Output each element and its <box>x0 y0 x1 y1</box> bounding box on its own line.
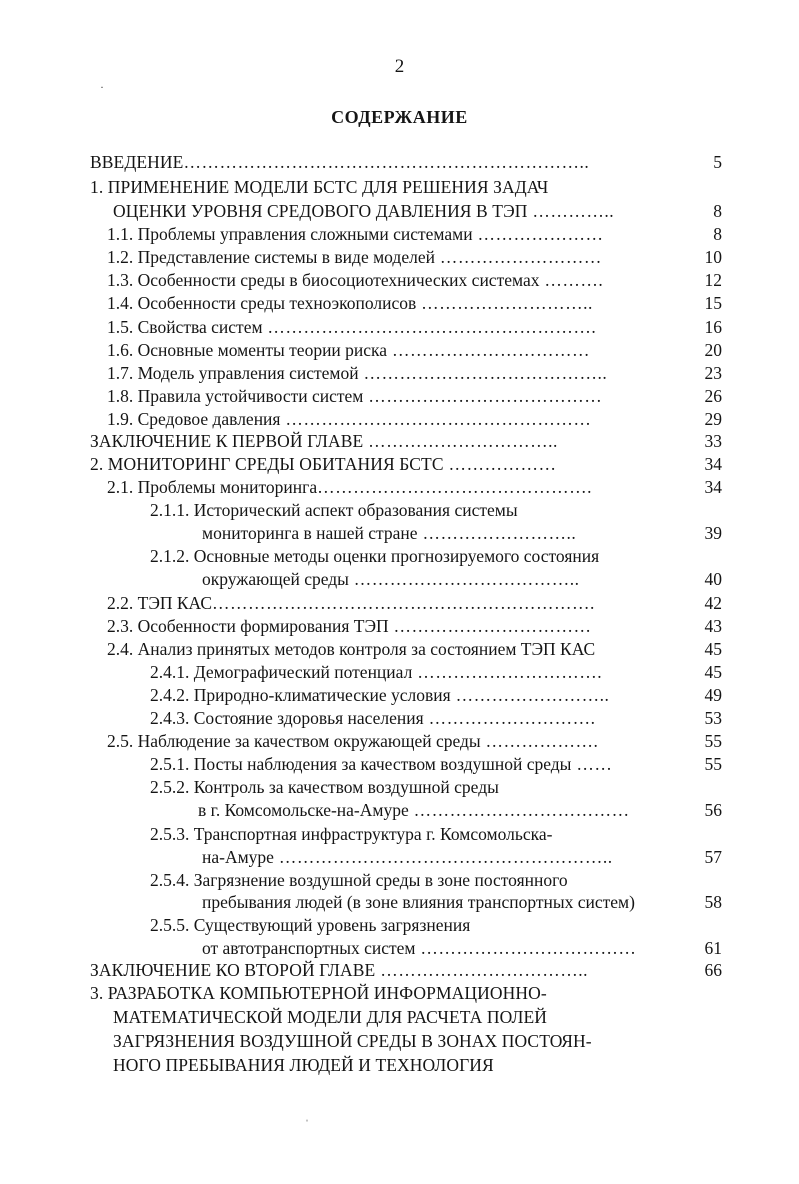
toc-entry-title: 1.4. Особенности среды техноэкополисов <box>107 293 417 313</box>
toc-entry <box>150 868 568 892</box>
toc-entry-title: 2.4. Анализ принятых методов контроля за состоянием ТЭП КАС <box>107 639 596 659</box>
toc-entry <box>107 729 669 753</box>
toc-entry-title: 2.4.3. Состояние здоровья населения <box>150 708 424 728</box>
toc-entry-leader: …………………………………………… <box>280 409 592 429</box>
toc-entry <box>107 338 669 362</box>
toc-entry-title: 3. РАЗРАБОТКА КОМПЬЮТЕРНОЙ ИНФОРМАЦИОННО- <box>90 983 547 1003</box>
toc-entry <box>90 981 547 1005</box>
toc-entry-title: 2.5.5. Существующий уровень загрязнения <box>150 915 471 935</box>
toc-entry-title: в г. Комсомольске-на-Амуре <box>198 800 409 820</box>
toc-entry <box>107 591 669 615</box>
toc-entry-title: от автотранспортных систем <box>202 938 416 958</box>
toc-entry-title: 2.5.1. Посты наблюдения за качеством воздушной среды <box>150 754 572 774</box>
toc-entry-page: 5 <box>713 152 722 172</box>
toc-entry-page: 66 <box>704 960 722 980</box>
toc-entry-page: 20 <box>704 340 722 360</box>
toc-entry-title: окружающей среды <box>202 569 349 589</box>
toc-entry-leader: …… <box>571 754 613 774</box>
toc-entry-leader: ……………………………………………….. <box>273 847 613 867</box>
toc-entry <box>107 245 669 269</box>
toc-entry-title: 2.1. Проблемы мониторинга <box>107 477 318 497</box>
toc-entry-page: 26 <box>704 386 722 406</box>
toc-entry <box>150 544 599 568</box>
toc-entry-title: 2.5.3. Транспортная инфраструктура г. Комсомольска- <box>150 824 553 844</box>
toc-entry <box>113 1029 592 1053</box>
toc-entry-leader: ……………………….. <box>416 293 593 313</box>
toc-entry-title: 1.9. Средовое давления <box>107 409 281 429</box>
toc-entry-leader: …………………………… <box>387 340 590 360</box>
toc-entry-page: 61 <box>704 938 722 958</box>
toc-entry-leader: ……………………… <box>434 247 602 267</box>
toc-entry <box>150 660 669 684</box>
toc-entry-title: 2.3. Особенности формирования ТЭП <box>107 616 389 636</box>
toc-entry-title: 1. ПРИМЕНЕНИЕ МОДЕЛИ БСТС ДЛЯ РЕШЕНИЯ ЗАДАЧ <box>90 177 549 197</box>
toc-entry <box>107 384 669 408</box>
toc-entry <box>202 845 669 869</box>
toc-entry-leader: ……………… <box>443 454 557 474</box>
toc-entry-leader: …………………………….. <box>375 960 588 980</box>
toc-entry-leader: …………………………… <box>388 616 592 636</box>
toc-entry-title: на-Амуре <box>202 847 274 867</box>
toc-entry <box>150 913 470 937</box>
toc-entry-title: 2.1.2. Основные методы оценки прогнозируемого состояния <box>150 546 600 566</box>
toc-entry-leader: …………………….. <box>417 523 577 543</box>
toc-entry <box>107 614 669 638</box>
toc-entry-page: 45 <box>704 662 722 682</box>
toc-entry-page: 45 <box>704 639 722 659</box>
toc-entry <box>150 498 518 522</box>
toc-entry-page: 43 <box>704 616 722 636</box>
toc-entry <box>113 1053 494 1077</box>
toc-entry-title: ЗАГРЯЗНЕНИЯ ВОЗДУШНОЙ СРЕДЫ В ЗОНАХ ПОСТОЯН- <box>113 1031 592 1051</box>
toc-entry <box>198 798 669 822</box>
toc-entry-title: 2.5. Наблюдение за качеством окружающей среды <box>107 731 481 751</box>
toc-entry-page: 53 <box>704 708 722 728</box>
toc-entry <box>107 291 669 315</box>
toc-entry <box>90 175 548 199</box>
toc-entry <box>107 475 669 499</box>
toc-entry <box>90 452 669 476</box>
toc-entry-page: 29 <box>704 409 722 429</box>
toc-entry-page: 42 <box>704 593 722 613</box>
toc-entry <box>150 775 499 799</box>
toc-entry-leader: ………. <box>539 270 604 290</box>
toc-entry-page: 55 <box>704 731 722 751</box>
toc-entry-page: 8 <box>713 224 722 244</box>
toc-entry-leader: ………………… <box>472 224 604 244</box>
toc-entry-title: 1.7. Модель управления системой <box>107 363 359 383</box>
scan-speck: · <box>100 80 104 94</box>
toc-entry-page: 56 <box>704 800 722 820</box>
toc-entry-leader: ………………………………………. <box>317 477 592 497</box>
toc-entry-page: 49 <box>704 685 722 705</box>
toc-entry-page: 8 <box>713 201 722 221</box>
toc-entry-page: 58 <box>704 892 722 912</box>
toc-entry <box>202 890 635 914</box>
toc-entry-title: 2.5.2. Контроль за качеством воздушной среды <box>150 777 499 797</box>
toc-entry-leader: …………………………. <box>412 662 603 682</box>
toc-entry-leader: ………….. <box>527 201 615 221</box>
toc-entry-page: 23 <box>704 363 722 383</box>
toc-entry <box>202 521 669 545</box>
toc-entry-page: 34 <box>704 454 722 474</box>
toc-entry-page: 12 <box>704 270 722 290</box>
toc-entry-leader: ………………………. <box>423 708 596 728</box>
toc-entry-leader: ……………………………… <box>408 800 630 820</box>
toc-entry-title: 1.5. Свойства систем <box>107 317 263 337</box>
toc-entry-page: 55 <box>704 754 722 774</box>
toc-entry <box>90 150 669 174</box>
toc-entry-leader: ………………………………… <box>363 386 603 406</box>
toc-entry <box>107 407 669 431</box>
toc-entry-page: 16 <box>704 317 722 337</box>
toc-title: СОДЕРЖАНИЕ <box>331 107 468 127</box>
toc-entry-page: 15 <box>704 293 722 313</box>
toc-entry <box>107 637 595 661</box>
toc-entry-leader: ………………. <box>480 731 599 751</box>
toc-entry-page: 40 <box>704 569 722 589</box>
toc-entry <box>150 706 669 730</box>
toc-entry <box>107 361 669 385</box>
toc-entry-title: 2.5.4. Загрязнение воздушной среды в зоне постоянного <box>150 870 568 890</box>
toc-entry-title: 2. МОНИТОРИНГ СРЕДЫ ОБИТАНИЯ БСТС <box>90 454 444 474</box>
toc-entry-page: 33 <box>704 431 722 451</box>
toc-entry-page: 10 <box>704 247 722 267</box>
toc-entry <box>107 222 669 246</box>
toc-entry-leader: ……………………………… <box>415 938 637 958</box>
toc-entry-leader: …………………….. <box>450 685 610 705</box>
toc-entry <box>113 199 669 223</box>
toc-entry-title: 1.6. Основные моменты теории риска <box>107 340 388 360</box>
toc-entry-title: ЗАКЛЮЧЕНИЕ К ПЕРВОЙ ГЛАВЕ <box>90 431 364 451</box>
toc-entry-title: пребывания людей (в зоне влияния транспортных систем) <box>202 892 635 912</box>
toc-entry <box>150 822 552 846</box>
toc-entry <box>150 683 669 707</box>
toc-entry-title: МАТЕМАТИЧЕСКОЙ МОДЕЛИ ДЛЯ РАСЧЕТА ПОЛЕЙ <box>113 1007 547 1027</box>
toc-entry-leader: ………………………….. <box>363 431 558 451</box>
toc-entry <box>90 429 669 453</box>
scan-speck: ˌ <box>305 1108 309 1122</box>
page-number: 2 <box>394 56 405 77</box>
toc-entry-title: 2.1.1. Исторический аспект образования системы <box>150 500 518 520</box>
toc-entry <box>107 268 669 292</box>
toc-entry-leader: ………………………………….. <box>358 363 608 383</box>
toc-entry <box>202 936 669 960</box>
toc-entry-leader: ………………………………………………………. <box>212 593 595 613</box>
toc-entry-title: ЗАКЛЮЧЕНИЕ КО ВТОРОЙ ГЛАВЕ <box>90 960 376 980</box>
toc-entry-title: 1.8. Правила устойчивости систем <box>107 386 364 406</box>
toc-entry <box>107 315 669 339</box>
toc-entry-title: 1.1. Проблемы управления сложными системами <box>107 224 473 244</box>
toc-entry <box>90 958 669 982</box>
toc-entry-page: 57 <box>704 847 722 867</box>
toc-entry-leader: ………………………………………………. <box>262 317 597 337</box>
toc-entry-page: 39 <box>704 523 722 543</box>
toc-entry-title: 2.2. ТЭП КАС <box>107 593 212 613</box>
toc-entry-title: 2.4.1. Демографический потенциал <box>150 662 413 682</box>
toc-entry-title: 1.2. Представление системы в виде моделей <box>107 247 435 267</box>
toc-entry-leader: ……………………………….. <box>348 569 580 589</box>
toc-entry-title: ОЦЕНКИ УРОВНЯ СРЕДОВОГО ДАВЛЕНИЯ В ТЭП <box>113 201 528 221</box>
toc-entry <box>150 752 676 776</box>
toc-entry-page: 34 <box>704 477 722 497</box>
toc-entry-title: мониторинга в нашей стране <box>202 523 418 543</box>
toc-entry-title: ВВЕДЕНИЕ <box>90 152 184 172</box>
toc-entry-title: НОГО ПРЕБЫВАНИЯ ЛЮДЕЙ И ТЕХНОЛОГИЯ <box>113 1055 494 1075</box>
toc-entry <box>113 1005 547 1029</box>
toc-entry-title: 2.4.2. Природно-климатические условия <box>150 685 451 705</box>
toc-entry <box>202 567 669 591</box>
toc-entry-leader: ………………………………………………………….. <box>183 152 590 172</box>
toc-entry-title: 1.3. Особенности среды в биосоциотехнических системах <box>107 270 540 290</box>
